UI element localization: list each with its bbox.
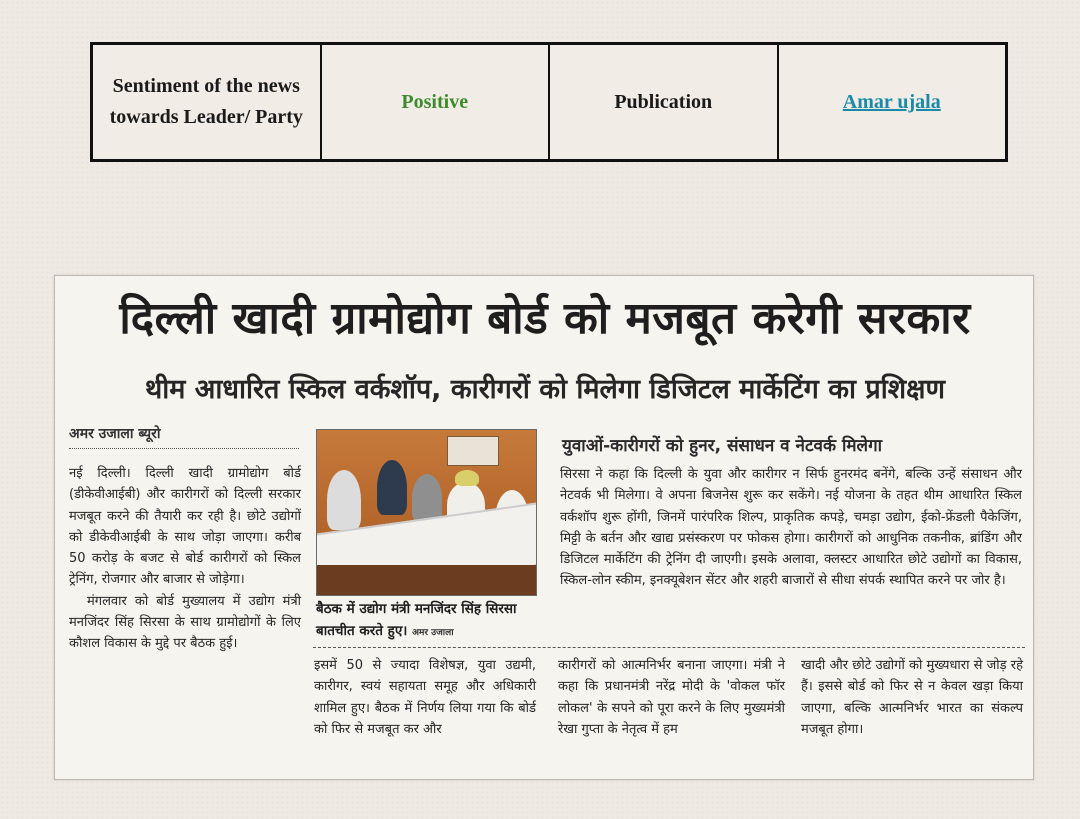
column-2-paragraph: इसमें 50 से ज्यादा विशेषज्ञ, युवा उद्यमी, कारीगर, स्वयं सहायता समूह और अधिकारी शामिल हुए। बैठक में निर्णय लिया गया कि बोर्ड को फिर से मजबूत कर और bbox=[314, 658, 536, 737]
byline-divider bbox=[69, 448, 299, 449]
article-byline: अमर उजाला ब्यूरो bbox=[69, 426, 161, 442]
column-4-paragraph: खादी और छोटे उद्योगों को मुख्यधारा से जोड़ रहे हैं। इससे बोर्ड को फिर से न केवल खड़ा किया जाएगा, बल्कि आत्मनिर्भर भारत का संकल्प मजबूत होगा। bbox=[801, 658, 1023, 737]
meeting-photo bbox=[316, 429, 537, 596]
photo-floor bbox=[317, 565, 536, 595]
article-column-2 bbox=[314, 655, 536, 740]
column-1-paragraph-2: मंगलवार को बोर्ड मुख्यालय में उद्योग मंत्री मनजिंदर सिंह सिरसा के साथ ग्रामोद्योगों के लिए कौशल विकास के मुद्दे पर बैठक हुई। bbox=[69, 593, 301, 652]
sentiment-value: Positive bbox=[401, 90, 469, 113]
article-headline: दिल्ली खादी ग्रामोद्योग बोर्ड को मजबूत करेगी सरकार bbox=[119, 293, 971, 344]
photo-turban bbox=[455, 470, 479, 486]
photo-person bbox=[412, 474, 442, 522]
photo-person bbox=[377, 460, 407, 515]
sentiment-label: Sentiment of the news towards Leader/ Party bbox=[109, 75, 303, 128]
article-column-3 bbox=[558, 655, 785, 740]
publication-label-cell bbox=[550, 45, 779, 159]
photo-credit: अमर उजाला bbox=[412, 628, 454, 638]
article-subheadline: थीम आधारित स्किल वर्कशॉप, कारीगरों को मिलेगा डिजिटल मार्केटिंग का प्रशिक्षण bbox=[145, 374, 945, 405]
newspaper-clipping bbox=[54, 275, 1034, 780]
publication-label: Publication bbox=[614, 90, 713, 113]
photo-person bbox=[327, 470, 361, 530]
sentiment-label-cell bbox=[93, 45, 322, 159]
column-1-paragraph-1: नई दिल्ली। दिल्ली खादी ग्रामोद्योग बोर्ड (डीकेवीआईबी) और कारीगरों को दिल्ली सरकार मजबूत करने की तैयारी कर रही है। छोटे उद्योगों को डीकेवीआईबी के साथ जोड़ा जाएगा। करीब 50 करोड़ के बजट से बोर्ड कारीगरों को स्किल ट्रेनिंग, रोजगार और बाजार से जोड़ेगा। bbox=[69, 466, 301, 588]
sidebar-heading: युवाओं-कारीगरों को हुनर, संसाधन व नेटवर्क मिलेगा bbox=[562, 436, 883, 456]
news-metadata-table bbox=[90, 42, 1008, 162]
photo-caption-text: बैठक में उद्योग मंत्री मनजिंदर सिंह सिरसा बातचीत करते हुए। bbox=[316, 601, 517, 639]
photo-caption bbox=[316, 598, 541, 644]
sidebar-paragraph: सिरसा ने कहा कि दिल्ली के युवा और कारीगर न सिर्फ हुनरमंद बनेंगे, बल्कि उन्हें संसाधन और नेटवर्क भी मिलेगा। वे अपना बिजनेस शुरू कर सकेंगे। नई योजना के तहत थीम आधारित स्किल वर्कशॉप शुरू होंगी, जिनमें पारंपरिक शिल्प, प्राकृतिक कपड़े, चमड़ा उद्योग, ईको-फ्रेंडली पैकेजिंग, मिट्टी के बर्तन और खाद्य प्रसंस्करण पर फोकस होगा। कारीगरों को आधुनिक तकनीक, ब्रांडिंग और डिजिटल मार्केटिंग की ट्रेनिंग दी जाएगी। इसके अलावा, क्लस्टर आधारित छोटे उद्योगों का विकास, स्किल-लोन स्कीम, इनक्यूबेशन सेंटर और शहरी बाजारों से सीधा संपर्क स्थापित करने पर जोर है। bbox=[560, 467, 1022, 589]
photo-wall-board bbox=[447, 436, 499, 466]
column-3-paragraph: कारीगरों को आत्मनिर्भर बनाना जाएगा। मंत्री ने कहा कि प्रधानमंत्री नरेंद्र मोदी के 'वोकल फॉर लोकल' के सपने को पूरा करने के लिए मुख्यमंत्री रेखा गुप्ता के नेतृत्व में हम bbox=[558, 658, 785, 737]
section-divider bbox=[313, 647, 1025, 648]
article-column-1 bbox=[69, 463, 301, 655]
publication-value-cell bbox=[779, 45, 1006, 159]
publication-link[interactable]: Amar ujala bbox=[842, 90, 941, 113]
article-column-4 bbox=[801, 655, 1023, 740]
sidebar-body bbox=[560, 464, 1022, 592]
sentiment-value-cell bbox=[322, 45, 551, 159]
